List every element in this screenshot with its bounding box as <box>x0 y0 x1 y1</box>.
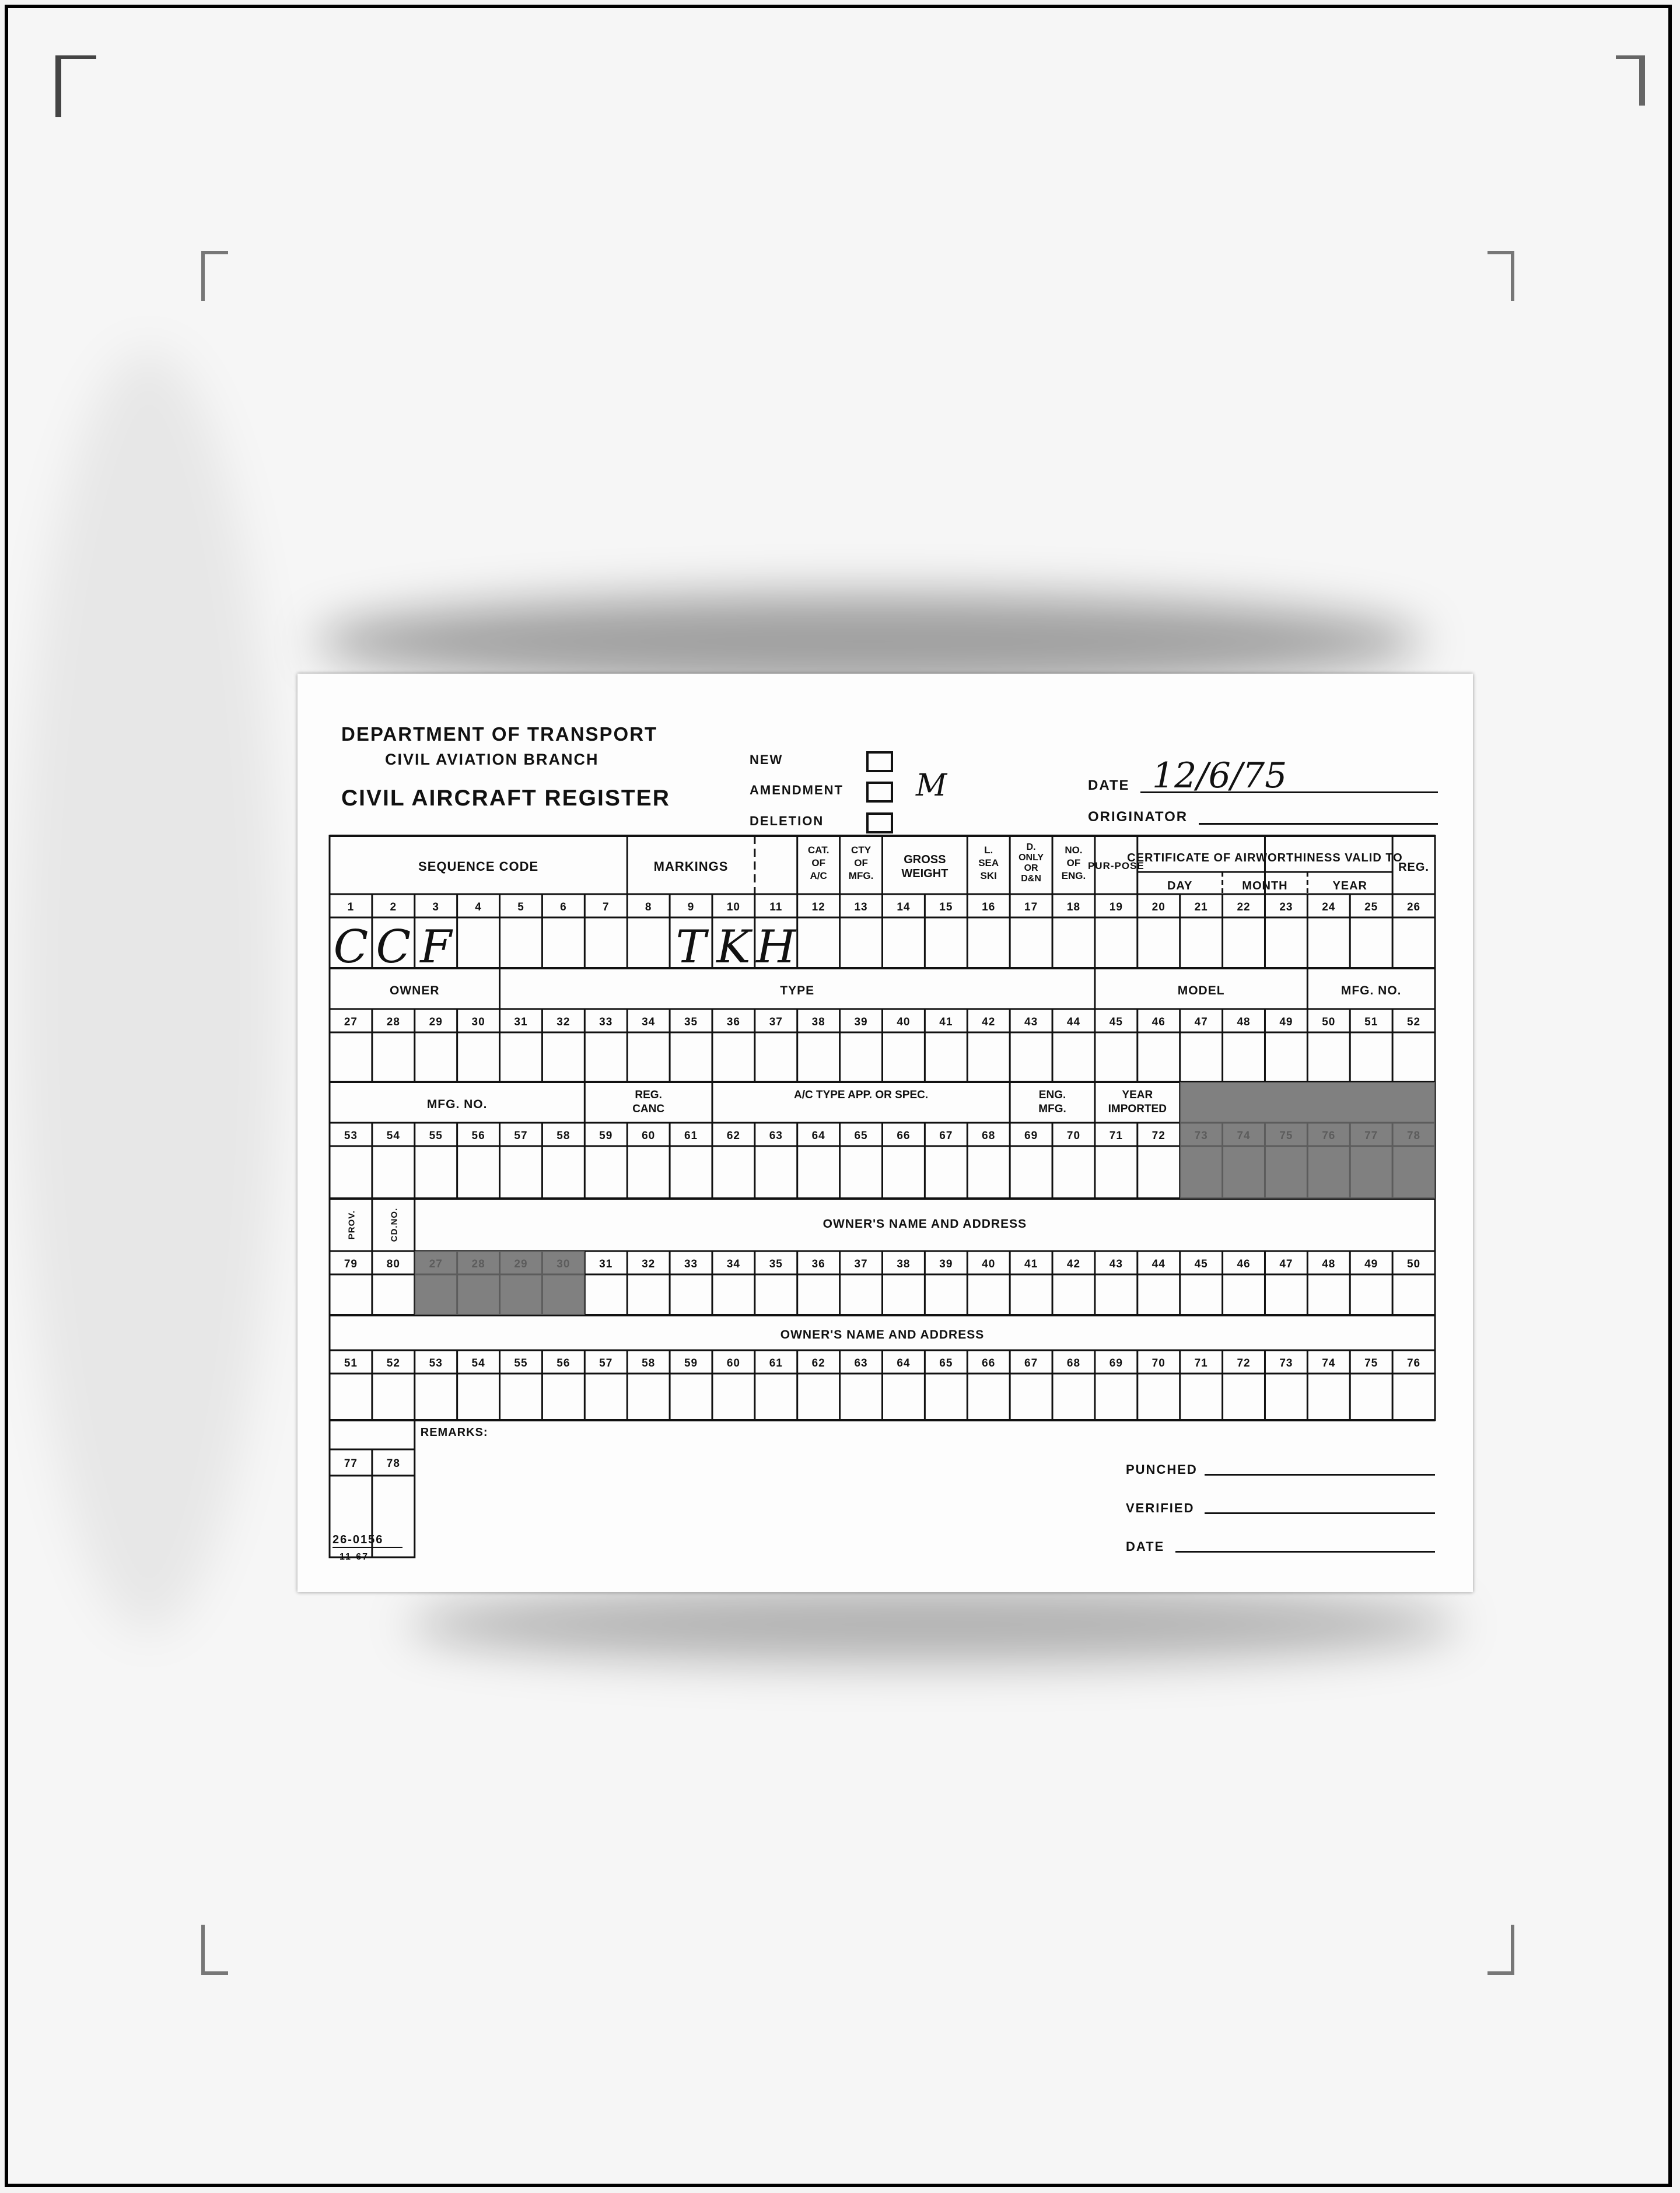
column-number: 1 <box>347 901 355 913</box>
column-number: 37 <box>769 1016 783 1028</box>
column-number: 72 <box>1152 1130 1166 1142</box>
column-number: 62 <box>726 1130 740 1142</box>
column-number: 76 <box>1406 1357 1421 1369</box>
column-number: 48 <box>1237 1016 1251 1028</box>
prov-header: PROV. <box>346 1210 357 1240</box>
column-number: 46 <box>1237 1258 1251 1270</box>
form-number: 26-0156 <box>332 1533 384 1546</box>
column-number: 40 <box>982 1258 996 1270</box>
column-number: 68 <box>982 1130 996 1142</box>
amendment-label: AMENDMENT <box>750 783 844 797</box>
footer-date-label: DATE <box>1126 1539 1165 1554</box>
column-number: 28 <box>386 1016 400 1028</box>
column-number: 15 <box>939 901 953 913</box>
register-grid <box>298 674 1473 1592</box>
punched-label: PUNCHED <box>1126 1462 1198 1477</box>
month-header: MONTH <box>1242 880 1288 892</box>
civil-aircraft-register-card <box>298 674 1473 1592</box>
column-number: 60 <box>726 1357 740 1369</box>
column-number: 43 <box>1109 1258 1123 1270</box>
column-number: 8 <box>645 901 652 913</box>
column-number: 57 <box>514 1130 528 1142</box>
column-number: 35 <box>769 1258 783 1270</box>
d-only-or-dn-header: D. ONLY OR D&N <box>1019 842 1044 884</box>
cty-of-mfg-header: CTY OF MFG. <box>848 845 874 881</box>
handwritten-char: K <box>716 921 751 973</box>
department-heading: DEPARTMENT OF TRANSPORT <box>341 723 658 745</box>
column-number: 36 <box>811 1258 825 1270</box>
column-number: 22 <box>1237 901 1251 913</box>
column-number: 24 <box>1322 901 1336 913</box>
shaded-block-27-30 <box>415 1251 585 1315</box>
column-number: 55 <box>429 1130 443 1142</box>
column-number: 45 <box>1109 1016 1123 1028</box>
column-number: 52 <box>1406 1016 1421 1028</box>
column-number: 57 <box>599 1357 613 1369</box>
handwritten-char: H <box>756 921 796 973</box>
column-number: 39 <box>939 1258 953 1270</box>
originator-label: ORIGINATOR <box>1088 809 1188 825</box>
column-number: 12 <box>811 901 825 913</box>
column-number: 41 <box>1024 1258 1038 1270</box>
column-number: 30 <box>471 1016 485 1028</box>
date-label: DATE <box>1088 777 1130 793</box>
form-date: 11-67 <box>340 1552 369 1562</box>
column-number: 49 <box>1364 1258 1378 1270</box>
column-number: 5 <box>517 901 524 913</box>
column-number: 31 <box>514 1016 528 1028</box>
mfg-no-header-2: MFG. NO. <box>426 1098 488 1111</box>
column-number: 77 <box>344 1458 358 1470</box>
column-number: 72 <box>1237 1357 1251 1369</box>
form-number-rule <box>332 1547 402 1548</box>
column-number: 50 <box>1322 1016 1336 1028</box>
column-number: 37 <box>854 1258 868 1270</box>
column-number: 60 <box>642 1130 656 1142</box>
column-number: 32 <box>642 1258 656 1270</box>
column-number: 51 <box>344 1357 358 1369</box>
column-number: 23 <box>1279 901 1293 913</box>
column-number: 36 <box>726 1016 740 1028</box>
column-number: 63 <box>769 1130 783 1142</box>
column-number: 56 <box>556 1357 570 1369</box>
column-number: 20 <box>1152 901 1166 913</box>
branch-heading: CIVIL AVIATION BRANCH <box>385 751 599 768</box>
column-number: 54 <box>386 1130 400 1142</box>
column-number: 56 <box>471 1130 485 1142</box>
column-number: 34 <box>726 1258 740 1270</box>
handwritten-char: C <box>333 921 369 973</box>
column-number: 55 <box>514 1357 528 1369</box>
column-number: 49 <box>1279 1016 1293 1028</box>
column-number: 58 <box>556 1130 570 1142</box>
column-number: 27 <box>344 1016 358 1028</box>
column-number: 14 <box>897 901 911 913</box>
no-of-eng-header: NO. OF ENG. <box>1061 845 1086 881</box>
verified-label: VERIFIED <box>1126 1501 1195 1515</box>
owners-name-header-2: OWNER'S NAME AND ADDRESS <box>780 1328 985 1341</box>
column-number: 6 <box>560 901 567 913</box>
column-number: 80 <box>386 1258 400 1270</box>
model-header: MODEL <box>1177 984 1225 997</box>
column-number: 64 <box>897 1357 911 1369</box>
column-number: 69 <box>1024 1130 1038 1142</box>
cat-of-ac-header: CAT. OF A/C <box>807 845 830 881</box>
verified-field[interactable] <box>1205 1512 1435 1514</box>
sheet-shadow-bottom <box>408 1586 1458 1662</box>
column-number: 59 <box>684 1357 698 1369</box>
column-number: 38 <box>811 1016 825 1028</box>
column-number: 38 <box>897 1258 911 1270</box>
column-number: 26 <box>1406 901 1421 913</box>
purpose-header: PUR-POSE <box>1087 860 1144 871</box>
column-number: 11 <box>769 901 783 913</box>
column-number: 32 <box>556 1016 570 1028</box>
column-number: 65 <box>854 1130 868 1142</box>
ac-type-app-header: A/C TYPE APP. OR SPEC. <box>793 1089 929 1101</box>
column-number: 74 <box>1322 1357 1336 1369</box>
column-number: 53 <box>429 1357 443 1369</box>
sequence-code-header: SEQUENCE CODE <box>418 859 539 874</box>
column-number: 75 <box>1364 1357 1378 1369</box>
type-header: TYPE <box>780 984 815 997</box>
reg-header: REG. <box>1398 861 1430 874</box>
crop-mark-bottom-right <box>1488 1925 1514 1975</box>
column-number: 53 <box>344 1130 358 1142</box>
column-number: 9 <box>687 901 695 913</box>
column-number: 47 <box>1279 1258 1293 1270</box>
crop-mark-top-left <box>201 251 228 301</box>
corner-mark-top-right <box>1616 55 1645 106</box>
column-number: 45 <box>1194 1258 1208 1270</box>
cd-no-header: CD.NO. <box>389 1207 400 1242</box>
column-number: 64 <box>811 1130 825 1142</box>
year-header: YEAR <box>1332 880 1368 892</box>
column-number: 21 <box>1194 901 1208 913</box>
column-number: 67 <box>1024 1357 1038 1369</box>
sheet-shadow-left <box>18 350 280 1633</box>
column-number: 79 <box>344 1258 358 1270</box>
certificate-header: CERTIFICATE OF AIRWORTHINESS VALID TO <box>1127 852 1403 864</box>
column-number: 58 <box>642 1357 656 1369</box>
remarks-label: REMARKS: <box>420 1426 488 1439</box>
column-number: 39 <box>854 1016 868 1028</box>
column-number: 25 <box>1364 901 1378 913</box>
handwritten-char: C <box>376 921 411 973</box>
column-number: 13 <box>854 901 868 913</box>
shaded-block-73-78 <box>1180 1082 1435 1199</box>
column-number: 42 <box>982 1016 996 1028</box>
new-label: NEW <box>750 752 783 767</box>
column-number: 61 <box>684 1130 698 1142</box>
handwritten-char: T <box>676 921 706 973</box>
column-number: 67 <box>939 1130 953 1142</box>
column-number: 54 <box>471 1357 485 1369</box>
column-number: 17 <box>1024 901 1038 913</box>
register-title: CIVIL AIRCRAFT REGISTER <box>341 786 670 811</box>
deletion-label: DELETION <box>750 814 824 828</box>
year-imported-header: YEAR IMPORTED <box>1108 1089 1167 1115</box>
date-value: 12/6/75 <box>1152 755 1287 796</box>
column-number: 63 <box>854 1357 868 1369</box>
column-number: 66 <box>982 1357 996 1369</box>
column-number: 10 <box>726 901 740 913</box>
crop-mark-top-right <box>1488 251 1514 301</box>
gross-weight-header: GROSS WEIGHT <box>901 853 949 880</box>
punched-field[interactable] <box>1205 1474 1435 1476</box>
column-number: 69 <box>1109 1357 1123 1369</box>
column-number: 40 <box>897 1016 911 1028</box>
mfg-no-header: MFG. NO. <box>1340 984 1402 997</box>
column-number: 43 <box>1024 1016 1038 1028</box>
column-number: 62 <box>811 1357 825 1369</box>
column-number: 61 <box>769 1357 783 1369</box>
column-number: 3 <box>432 901 440 913</box>
column-number: 78 <box>386 1458 400 1470</box>
column-number: 46 <box>1152 1016 1166 1028</box>
column-number: 70 <box>1066 1130 1081 1142</box>
column-number: 41 <box>939 1016 953 1028</box>
footer-date-field[interactable] <box>1175 1551 1435 1553</box>
corner-mark-top-left <box>55 55 96 117</box>
column-number: 73 <box>1279 1357 1293 1369</box>
crop-mark-bottom-left <box>201 1925 228 1975</box>
column-number: 65 <box>939 1357 953 1369</box>
column-number: 44 <box>1152 1258 1166 1270</box>
column-number: 44 <box>1066 1016 1081 1028</box>
column-number: 52 <box>386 1357 400 1369</box>
column-number: 51 <box>1364 1016 1378 1028</box>
column-number: 35 <box>684 1016 698 1028</box>
column-number: 71 <box>1109 1130 1123 1142</box>
owner-header: OWNER <box>390 984 440 997</box>
handwritten-char: F <box>420 921 452 973</box>
column-number: 47 <box>1194 1016 1208 1028</box>
reg-canc-header: REG. CANC <box>632 1089 665 1115</box>
eng-mfg-header: ENG. MFG. <box>1038 1089 1066 1115</box>
l-sea-ski-header: L. SEA SKI <box>978 845 999 881</box>
markings-header: MARKINGS <box>653 859 729 874</box>
column-number: 33 <box>599 1016 613 1028</box>
column-number: 50 <box>1406 1258 1421 1270</box>
column-number: 68 <box>1066 1357 1081 1369</box>
column-number: 48 <box>1322 1258 1336 1270</box>
column-number: 16 <box>982 901 996 913</box>
column-number: 18 <box>1066 901 1081 913</box>
column-number: 70 <box>1152 1357 1166 1369</box>
column-number: 19 <box>1109 901 1123 913</box>
column-number: 59 <box>599 1130 613 1142</box>
column-number: 2 <box>390 901 397 913</box>
column-number: 33 <box>684 1258 698 1270</box>
day-header: DAY <box>1167 880 1193 892</box>
column-number: 7 <box>602 901 610 913</box>
column-number: 66 <box>897 1130 911 1142</box>
owners-name-header: OWNER'S NAME AND ADDRESS <box>822 1217 1027 1231</box>
column-number: 31 <box>599 1258 613 1270</box>
column-number: 4 <box>475 901 482 913</box>
column-number: 42 <box>1066 1258 1081 1270</box>
amendment-mark: M <box>916 768 947 803</box>
column-number: 34 <box>642 1016 656 1028</box>
column-number: 71 <box>1194 1357 1208 1369</box>
column-number: 29 <box>429 1016 443 1028</box>
